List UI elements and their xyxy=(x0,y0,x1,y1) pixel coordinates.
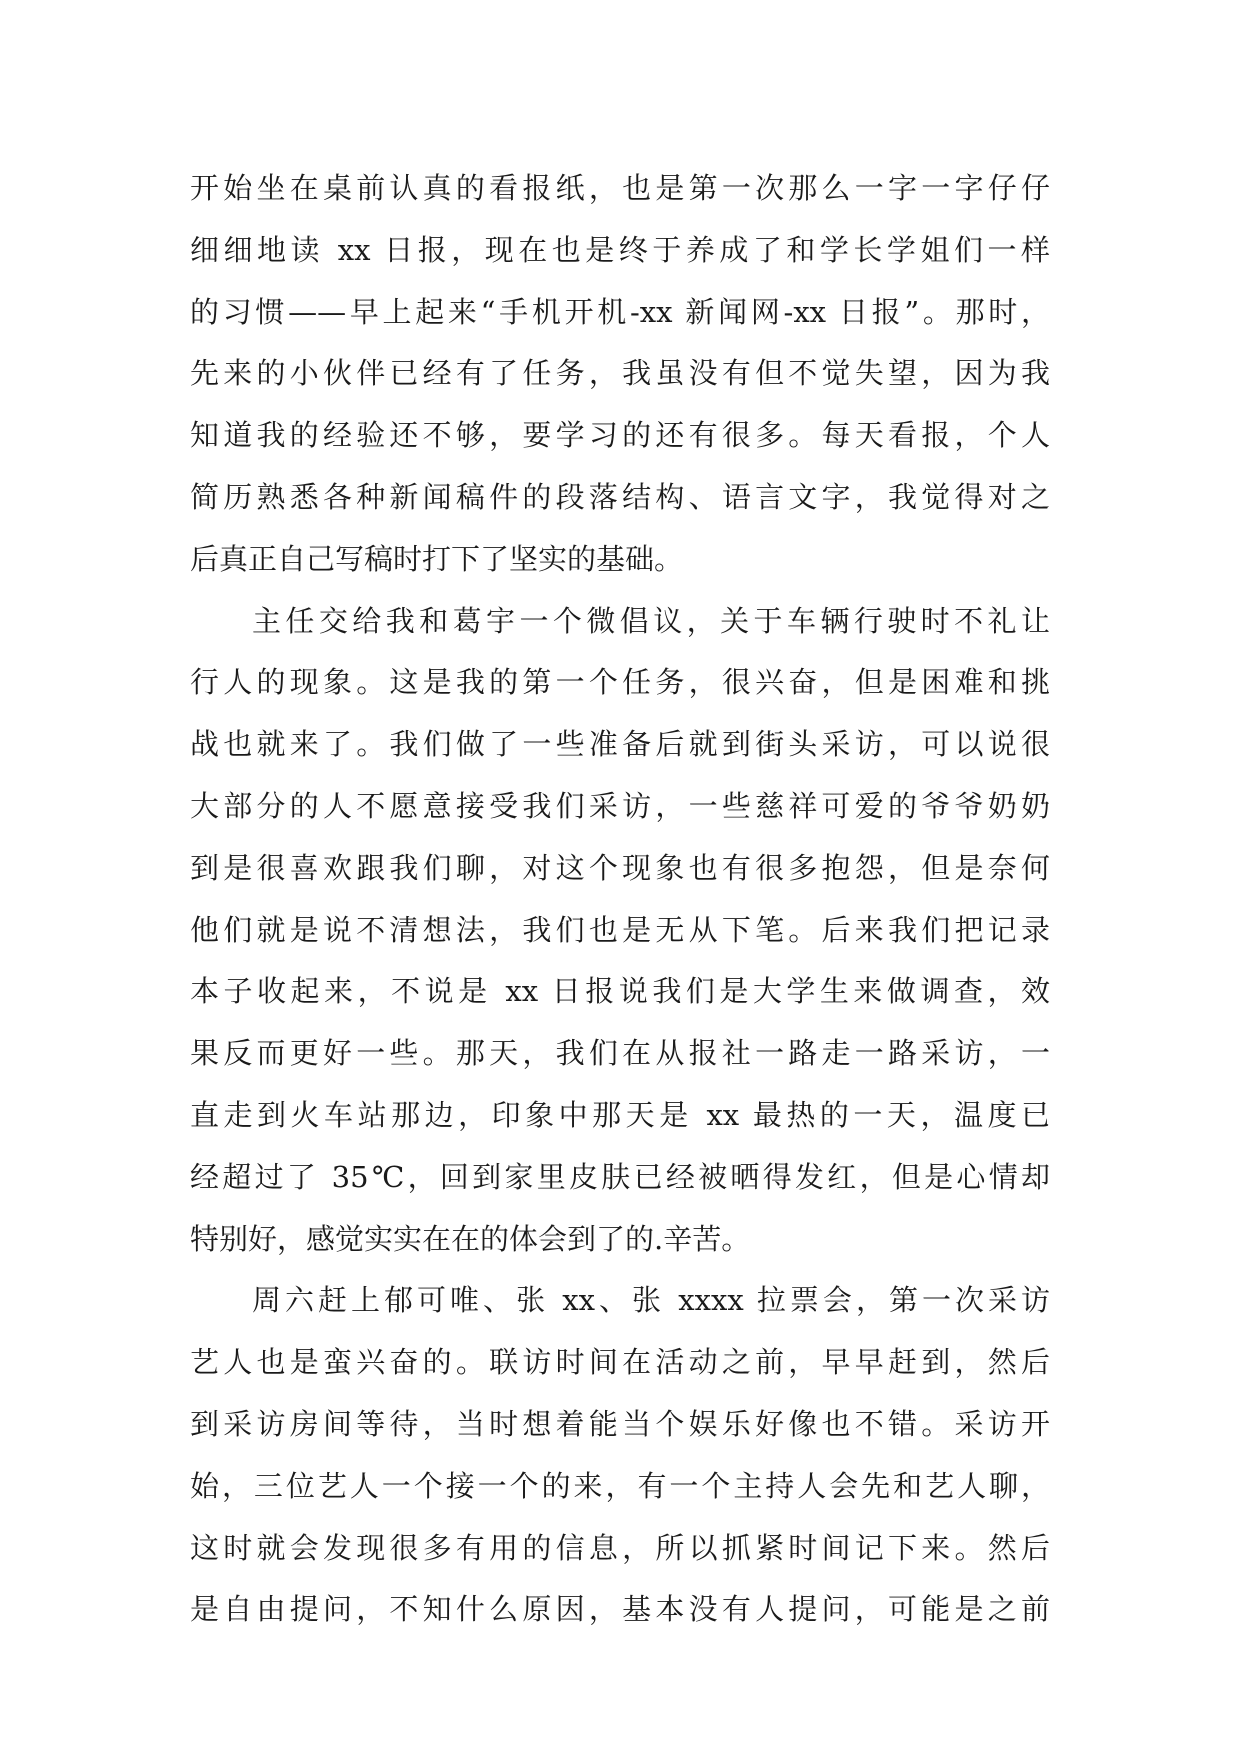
body-text xyxy=(190,158,1050,1641)
text-line: 直走到火车站那边，印象中那天是 xx 最热的一天，温度已 xyxy=(190,1097,1050,1132)
text-line: 经超过了 35℃，回到家里皮肤已经被晒得发红，但是心情却 xyxy=(190,1159,1050,1194)
text-line: 开始坐在桌前认真的看报纸，也是第一次那么一字一字仔仔 xyxy=(190,171,1050,205)
text-line: 后真正自己写稿时打下了坚实的基础。 xyxy=(190,541,684,576)
text-line: 他们就是说不清想法，我们也是无从下笔。后来我们把记录 xyxy=(190,912,1050,947)
text-line: 的习惯——早上起来“手机开机-xx 新闻网-xx 日报”。那时， xyxy=(190,294,1050,329)
text-line: 是自由提问，不知什么原因，基本没有人提问，可能是之前 xyxy=(190,1592,1050,1627)
text-line: 这时就会发现很多有用的信息，所以抓紧时间记下来。然后 xyxy=(190,1530,1050,1565)
text-line: 本子收起来，不说是 xx 日报说我们是大学生来做调查，效 xyxy=(190,974,1050,1009)
paragraph-start-line: 周六赶上郁可唯、张 xx、张 xxxx 拉票会，第一次采访 xyxy=(252,1283,1050,1318)
text-line: 战也就来了。我们做了一些准备后就到街头采访，可以说很 xyxy=(190,727,1050,762)
text-line: 细细地读 xx 日报，现在也是终于养成了和学长学姐们一样 xyxy=(190,232,1050,267)
text-line: 始，三位艺人一个接一个的来，有一个主持人会先和艺人聊， xyxy=(190,1468,1050,1503)
text-line: 简历熟悉各种新闻稿件的段落结构、语言文字，我觉得对之 xyxy=(190,479,1050,514)
text-line: 到是很喜欢跟我们聊，对这个现象也有很多抱怨，但是奈何 xyxy=(190,850,1050,885)
text-line: 先来的小伙伴已经有了任务，我虽没有但不觉失望，因为我 xyxy=(190,356,1050,391)
text-line: 果反而更好一些。那天，我们在从报社一路走一路采访，一 xyxy=(190,1036,1050,1071)
text-line: 行人的现象。这是我的第一个任务，很兴奋，但是困难和挑 xyxy=(190,665,1050,700)
paragraph-start-line: 主任交给我和葛宇一个微倡议，关于车辆行驶时不礼让 xyxy=(252,603,1050,638)
text-line: 特别好，感觉实实在在的体会到了的.辛苦。 xyxy=(190,1221,751,1256)
text-line: 到采访房间等待，当时想着能当个娱乐好像也不错。采访开 xyxy=(190,1406,1050,1441)
text-line: 艺人也是蛮兴奋的。联访时间在活动之前，早早赶到，然后 xyxy=(190,1345,1050,1380)
text-line: 大部分的人不愿意接受我们采访，一些慈祥可爱的爷爷奶奶 xyxy=(190,788,1050,823)
text-line: 知道我的经验还不够，要学习的还有很多。每天看报，个人 xyxy=(190,418,1050,453)
